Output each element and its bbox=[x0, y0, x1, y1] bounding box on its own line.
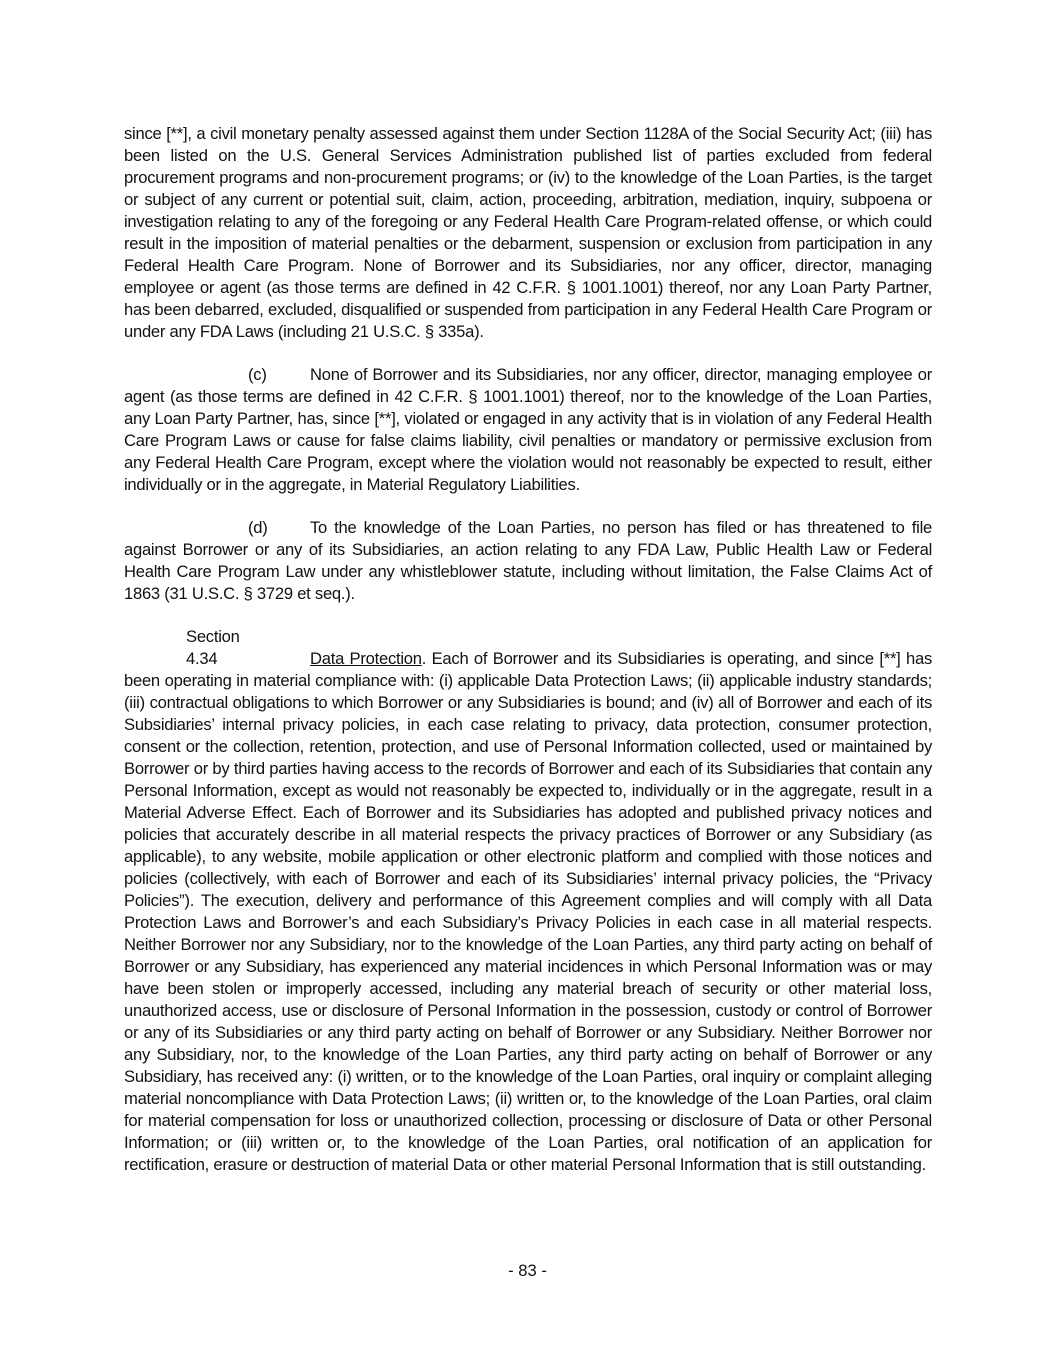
section-text: . Each of Borrower and its Subsidiaries is operating, and since [**] has been operating in material compliance with: (i) applicable Data Protection Laws; (ii) applicable industry standards; (iii) contractual obligations to which Borrower or any Subsidiaries is bound; and (iv) all of Borrower and each of its Subsidiaries’ internal privacy policies, in each case relating to privacy, data protection, consumer protection, consent or the collection, retention, protection, and use of Personal Information collected, used or maintained by Borrower or by third parties having access to the records of Borrower and each of its Subsidiaries that contain any Personal Information, except as would not reasonably be expected to, individually or in the aggregate, result in a Material Adverse Effect. Each of Borrower and its Subsidiaries has adopted and published privacy notices and policies that accurately describe in all material respects the privacy practices of Borrower or any Subsidiary (as applicable), to any website, mobile application or other electronic platform and complied with those notices and policies (collectively, with each of Borrower and each of its Subsidiaries’ internal privacy policies, the “Privacy Policies”). The execution, delivery and performance of this Agreement complies and will comply with all Data Protection Laws and Borrower’s and each Subsidiary’s Privacy Policies in each case in all material respects. Neither Borrower nor any Subsidiary, nor to the knowledge of the Loan Parties, any third party acting on behalf of Borrower or any Subsidiary, has experienced any material incidences in which Personal Information was or may have been stolen or improperly accessed, including any material breach of security or other material loss, unauthorized access, use or disclosure of Personal Information in the possession, custody or control of Borrower or any of its Subsidiaries or any third party acting on behalf of Borrower or any Subsidiary. Neither Borrower nor any Subsidiary, nor, to the knowledge of the Loan Parties, any third party acting on behalf of Borrower or any Subsidiary, has received any: (i) written, or to the knowledge of the Loan Parties, oral inquiry or complaint alleging material noncompliance with Data Protection Laws; (ii) written or, to the knowledge of the Loan Parties, oral claim for material compensation for loss or unauthorized collection, processing or disclosure of Data or other Personal Information; or (iii) written or, to the knowledge of the Loan Parties, oral notification of an application for rectification, erasure or destruction of material Data or other material Personal Information that is still outstanding. bbox=[124, 649, 933, 1174]
paragraph-c-text: None of Borrower and its Subsidiaries, nor any officer, director, managing employee or agent (as those terms are defined in 42 C.F.R. § 1001.1001) thereof, nor to the knowledge of the Loan Parties, any Loan Party Partner, has, since [**], violated or engaged in any activity that is in violation of any Federal Health Care Program Laws or cause for false claims liability, civil penalties or mandatory or permissive exclusion from any Federal Health Care Program, except where the violation would not reasonably be expected to result, either individually or in the aggregate, in Material Regulatory Liabilities. bbox=[124, 365, 932, 494]
section-4-34 bbox=[124, 626, 932, 1176]
paragraph-continued: since [**], a civil monetary penalty assessed against them under Section 1128A of the Social Security Act; (iii) has been listed on the U.S. General Services Administration published list of parties excluded from federal procurement programs and non-procurement programs; or (iv) to the knowledge of the Loan Parties, is the target or subject of any current or potential suit, claim, action, proceeding, arbitration, mediation, inquiry, subpoena or investigation relating to any of the foregoing or any Federal Health Care Program-related offense, or which could result in the imposition of material penalties or the debarment, suspension or exclusion from participation in any Federal Health Care Program. None of Borrower and its Subsidiaries, nor any officer, director, managing employee or agent (as those terms are defined in 42 C.F.R. § 1001.1001) thereof, nor any Loan Party Partner, has been debarred, excluded, disqualified or suspended from participation in any Federal Health Care Program or under any FDA Laws (including 21 U.S.C. § 335a). bbox=[124, 124, 932, 341]
document-page bbox=[124, 123, 932, 1197]
paragraph-c-label: (c) bbox=[248, 365, 267, 384]
section-heading: Data Protection bbox=[310, 649, 422, 668]
section-label: Section 4.34 bbox=[186, 627, 240, 668]
paragraph-d-text: To the knowledge of the Loan Parties, no person has filed or has threatened to file against Borrower or any of its Subsidiaries, an action relating to any FDA Law, Public Health Law or Federal Health Care Program Law under any whistleblower statute, including without limitation, the False Claims Act of 1863 (31 U.S.C. § 3729 et seq.). bbox=[124, 518, 932, 603]
paragraph-d bbox=[124, 517, 932, 605]
paragraph-c bbox=[124, 364, 932, 496]
paragraph-d-label: (d) bbox=[248, 518, 268, 537]
page-number: - 83 - bbox=[508, 1261, 547, 1280]
